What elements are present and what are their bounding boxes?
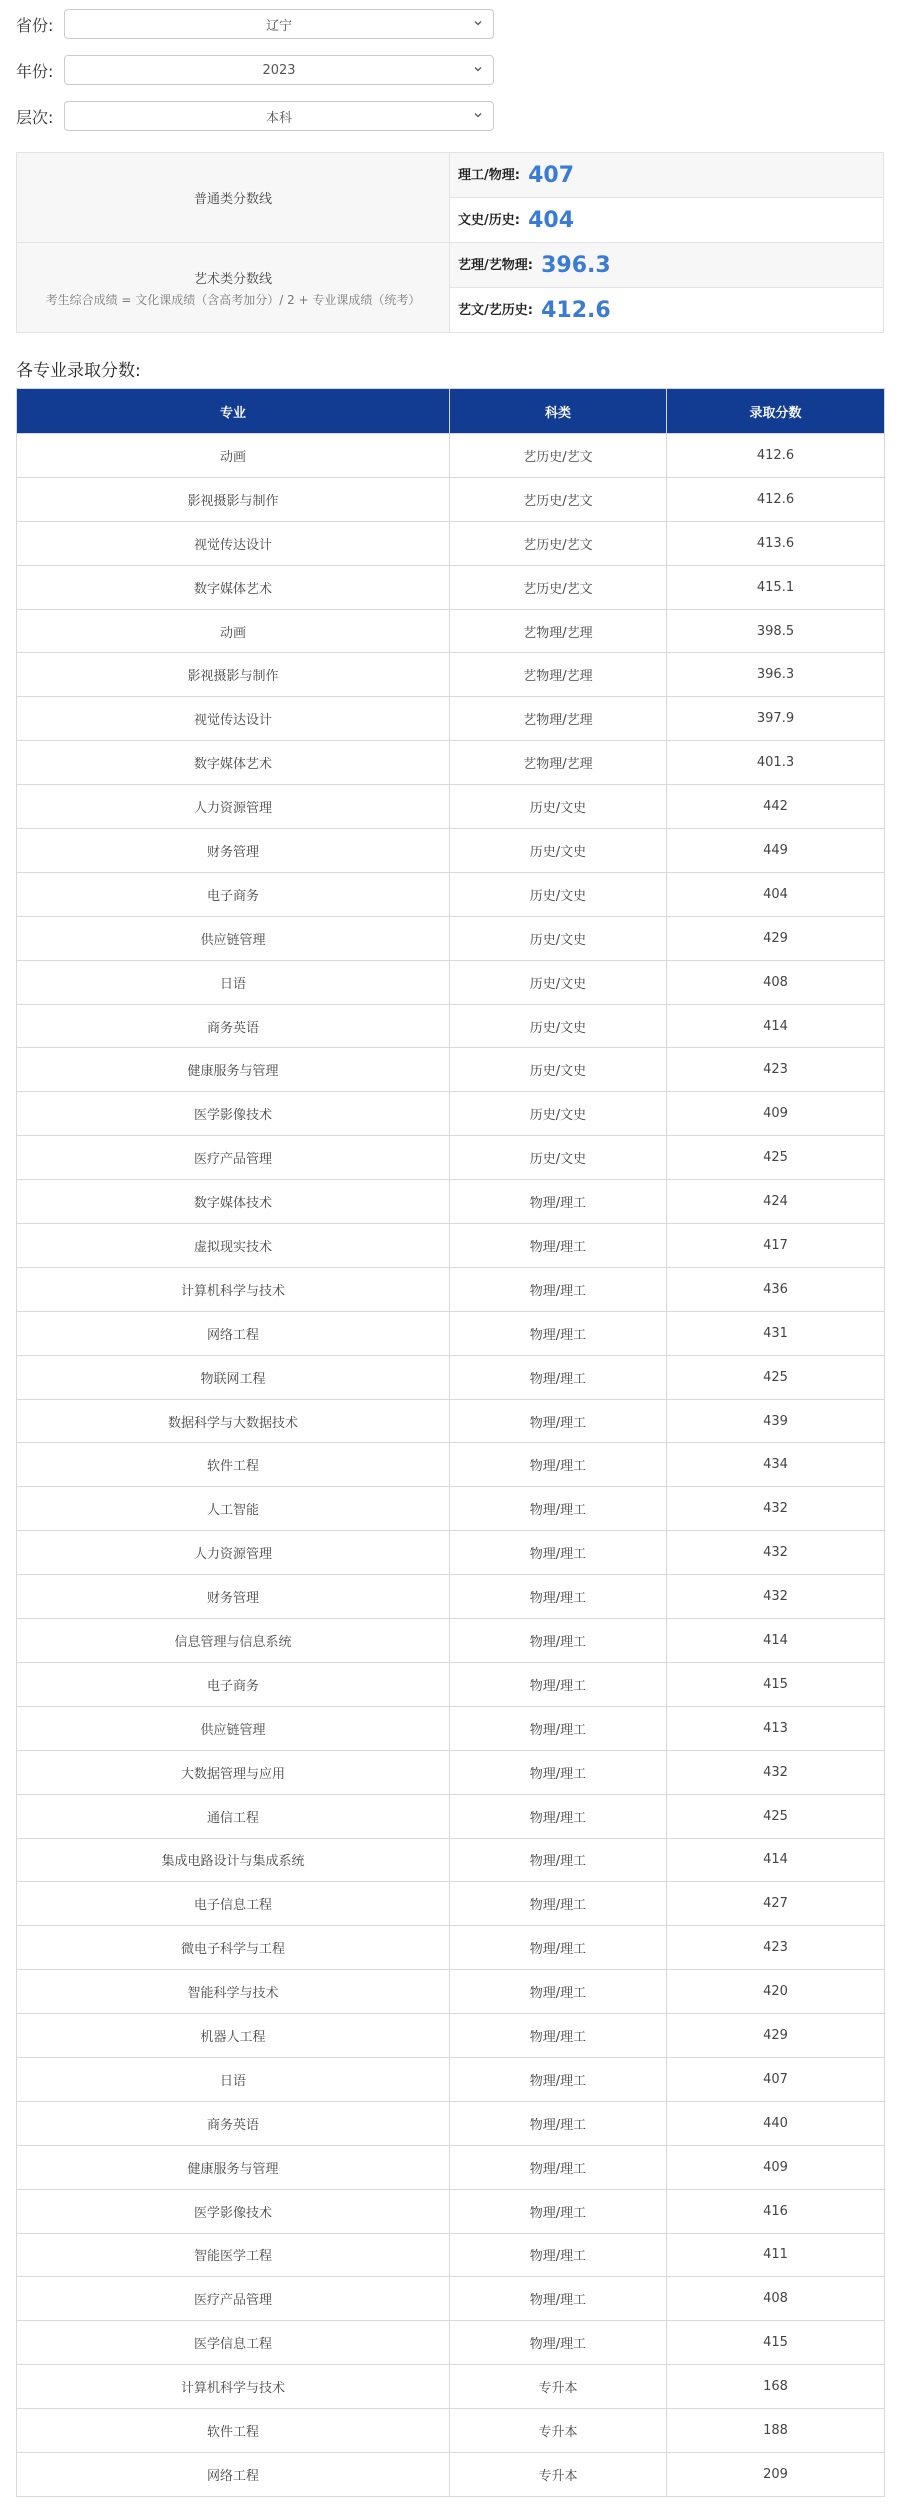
major-score-table	[16, 388, 885, 2497]
table-row	[17, 872, 885, 916]
major-cell: 数字媒体艺术	[17, 565, 450, 609]
score-cell: 404	[667, 872, 885, 916]
category-cell: 物理/理工	[450, 1443, 667, 1487]
chevron-down-icon	[473, 64, 483, 74]
art-score-title: 艺术类分数线	[193, 271, 272, 287]
major-cell: 虚拟现实技术	[17, 1224, 450, 1268]
score-cell: 413	[667, 1706, 885, 1750]
score-cell: 416	[667, 2189, 885, 2233]
major-cell: 人力资源管理	[17, 785, 450, 829]
category-cell: 物理/理工	[450, 2233, 667, 2277]
category-cell: 物理/理工	[450, 1794, 667, 1838]
score-cell: 432	[667, 1531, 885, 1575]
major-cell: 数字媒体技术	[17, 1180, 450, 1224]
category-cell: 物理/理工	[450, 1311, 667, 1355]
major-cell: 电子商务	[17, 872, 450, 916]
score-cell: 408	[667, 2277, 885, 2321]
table-row	[17, 2452, 885, 2496]
score-cell: 401.3	[667, 741, 885, 785]
table-row	[17, 2057, 885, 2101]
category-cell: 历史/文史	[450, 1092, 667, 1136]
level-label: 层次:	[16, 107, 54, 127]
category-cell: 历史/文史	[450, 1048, 667, 1092]
category-cell: 物理/理工	[450, 1399, 667, 1443]
table-row	[17, 1838, 885, 1882]
table-row	[17, 2145, 885, 2189]
year-select[interactable]	[64, 55, 494, 85]
category-cell: 艺物理/艺理	[450, 653, 667, 697]
major-cell: 微电子科学与工程	[17, 1926, 450, 1970]
major-cell: 信息管理与信息系统	[17, 1619, 450, 1663]
level-select[interactable]	[64, 101, 494, 131]
score-cell: 425	[667, 1794, 885, 1838]
score-cell: 432	[667, 1750, 885, 1794]
category-cell: 历史/文史	[450, 1136, 667, 1180]
table-row	[17, 829, 885, 873]
year-select-value: 2023	[262, 62, 296, 78]
score-cell: 412.6	[667, 434, 885, 478]
score-cell: 425	[667, 1355, 885, 1399]
major-cell: 软件工程	[17, 1443, 450, 1487]
category-cell: 专升本	[450, 2409, 667, 2453]
major-cell: 机器人工程	[17, 2014, 450, 2058]
major-cell: 数据科学与大数据技术	[17, 1399, 450, 1443]
table-row	[17, 1882, 885, 1926]
general-score-title: 普通类分数线	[193, 192, 272, 207]
category-cell: 历史/文史	[450, 916, 667, 960]
category-cell: 物理/理工	[450, 2189, 667, 2233]
score-cell: 429	[667, 2014, 885, 2058]
category-cell: 物理/理工	[450, 2145, 667, 2189]
table-row	[17, 2014, 885, 2058]
score-cell: 436	[667, 1267, 885, 1311]
score-cell: 415	[667, 2321, 885, 2365]
score-cell: 413.6	[667, 521, 885, 565]
table-row	[17, 1267, 885, 1311]
major-cell: 智能科学与技术	[17, 1970, 450, 2014]
table-row	[17, 1048, 885, 1092]
table-row	[17, 697, 885, 741]
level-filter	[16, 100, 292, 132]
table-header-row	[17, 389, 885, 434]
score-cell: 414	[667, 1004, 885, 1048]
table-row	[17, 1399, 885, 1443]
category-cell: 物理/理工	[450, 1531, 667, 1575]
major-cell: 动画	[17, 609, 450, 653]
major-cell: 医学影像技术	[17, 1092, 450, 1136]
table-row	[17, 521, 885, 565]
score-cell: 409	[667, 2145, 885, 2189]
science-score-value: 407	[528, 162, 575, 188]
major-cell: 智能医学工程	[17, 2233, 450, 2277]
score-cell: 440	[667, 2101, 885, 2145]
category-cell: 物理/理工	[450, 1487, 667, 1531]
score-cell: 398.5	[667, 609, 885, 653]
table-row	[17, 741, 885, 785]
category-cell: 艺物理/艺理	[450, 609, 667, 653]
section-title: 各专业录取分数:	[16, 361, 141, 381]
score-cell: 432	[667, 1575, 885, 1619]
major-cell: 商务英语	[17, 1004, 450, 1048]
category-cell: 历史/文史	[450, 960, 667, 1004]
major-cell: 电子信息工程	[17, 1882, 450, 1926]
major-cell: 大数据管理与应用	[17, 1750, 450, 1794]
header-major: 专业	[17, 389, 450, 434]
table-row	[17, 2321, 885, 2365]
major-cell: 健康服务与管理	[17, 2145, 450, 2189]
table-row	[17, 2409, 885, 2453]
score-cell: 432	[667, 1487, 885, 1531]
score-line-table	[16, 152, 884, 333]
score-cell: 397.9	[667, 697, 885, 741]
art-history-score-label: 艺文/艺历史:	[458, 302, 533, 318]
art-score-note: 考生综合成绩 = 文化课成绩（含高考加分）/ 2 + 专业课成绩（统考）	[45, 292, 421, 307]
art-score-title-cell	[17, 243, 450, 333]
score-cell: 168	[667, 2365, 885, 2409]
table-row	[17, 1443, 885, 1487]
major-cell: 医学影像技术	[17, 2189, 450, 2233]
table-row	[17, 1136, 885, 1180]
table-row	[17, 916, 885, 960]
table-row	[17, 1531, 885, 1575]
category-cell: 历史/文史	[450, 829, 667, 873]
table-row	[17, 1224, 885, 1268]
category-cell: 艺历史/艺文	[450, 521, 667, 565]
major-cell: 人工智能	[17, 1487, 450, 1531]
category-cell: 历史/文史	[450, 785, 667, 829]
major-cell: 集成电路设计与集成系统	[17, 1838, 450, 1882]
score-cell: 396.3	[667, 653, 885, 697]
score-cell: 420	[667, 1970, 885, 2014]
score-cell: 439	[667, 1399, 885, 1443]
category-cell: 物理/理工	[450, 2277, 667, 2321]
score-cell: 188	[667, 2409, 885, 2453]
table-row	[17, 477, 885, 521]
category-cell: 物理/理工	[450, 2101, 667, 2145]
major-cell: 健康服务与管理	[17, 1048, 450, 1092]
header-category: 科类	[450, 389, 667, 434]
category-cell: 物理/理工	[450, 1926, 667, 1970]
category-cell: 物理/理工	[450, 1224, 667, 1268]
major-cell: 电子商务	[17, 1662, 450, 1706]
score-cell: 209	[667, 2452, 885, 2496]
category-cell: 物理/理工	[450, 1355, 667, 1399]
score-cell: 417	[667, 1224, 885, 1268]
score-cell: 427	[667, 1882, 885, 1926]
score-cell: 408	[667, 960, 885, 1004]
province-filter	[16, 8, 292, 40]
score-cell: 449	[667, 829, 885, 873]
score-cell: 424	[667, 1180, 885, 1224]
table-body	[17, 434, 885, 2497]
table-row	[17, 434, 885, 478]
score-cell: 431	[667, 1311, 885, 1355]
header-score: 录取分数	[667, 389, 885, 434]
table-row	[17, 1092, 885, 1136]
score-cell: 414	[667, 1838, 885, 1882]
table-row	[17, 1487, 885, 1531]
table-row	[17, 1180, 885, 1224]
category-cell: 专升本	[450, 2452, 667, 2496]
level-select-value: 本科	[265, 110, 292, 126]
category-cell: 物理/理工	[450, 1838, 667, 1882]
major-cell: 动画	[17, 434, 450, 478]
art-history-score-cell	[450, 288, 884, 333]
category-cell: 物理/理工	[450, 2321, 667, 2365]
major-cell: 网络工程	[17, 2452, 450, 2496]
art-physics-score-label: 艺理/艺物理:	[458, 257, 533, 273]
table-row	[17, 609, 885, 653]
major-cell: 医学信息工程	[17, 2321, 450, 2365]
major-cell: 财务管理	[17, 829, 450, 873]
category-cell: 物理/理工	[450, 2014, 667, 2058]
category-cell: 物理/理工	[450, 1882, 667, 1926]
table-row	[17, 1706, 885, 1750]
table-row	[17, 1970, 885, 2014]
category-cell: 艺历史/艺文	[450, 565, 667, 609]
art-physics-score-cell	[450, 243, 884, 288]
category-cell: 物理/理工	[450, 1575, 667, 1619]
score-cell: 442	[667, 785, 885, 829]
major-cell: 供应链管理	[17, 1706, 450, 1750]
table-row	[17, 653, 885, 697]
category-cell: 物理/理工	[450, 1706, 667, 1750]
major-cell: 软件工程	[17, 2409, 450, 2453]
category-cell: 物理/理工	[450, 1750, 667, 1794]
table-row	[17, 2233, 885, 2277]
table-row	[17, 1619, 885, 1663]
score-cell: 423	[667, 1048, 885, 1092]
table-row	[17, 1575, 885, 1619]
score-cell: 407	[667, 2057, 885, 2101]
table-row	[17, 1311, 885, 1355]
major-cell: 物联网工程	[17, 1355, 450, 1399]
major-cell: 视觉传达设计	[17, 521, 450, 565]
table-row	[17, 565, 885, 609]
major-cell: 商务英语	[17, 2101, 450, 2145]
table-row	[17, 2189, 885, 2233]
category-cell: 艺物理/艺理	[450, 697, 667, 741]
province-select-value: 辽宁	[265, 18, 292, 34]
province-label: 省份:	[16, 15, 54, 35]
table-row	[17, 2365, 885, 2409]
category-cell: 艺历史/艺文	[450, 434, 667, 478]
major-cell: 影视摄影与制作	[17, 477, 450, 521]
category-cell: 历史/文史	[450, 1004, 667, 1048]
category-cell: 物理/理工	[450, 2057, 667, 2101]
major-cell: 供应链管理	[17, 916, 450, 960]
category-cell: 艺历史/艺文	[450, 477, 667, 521]
category-cell: 历史/文史	[450, 872, 667, 916]
category-cell: 物理/理工	[450, 1267, 667, 1311]
category-cell: 物理/理工	[450, 1970, 667, 2014]
category-cell: 物理/理工	[450, 1662, 667, 1706]
table-row	[17, 1926, 885, 1970]
category-cell: 专升本	[450, 2365, 667, 2409]
chevron-down-icon	[473, 18, 483, 28]
science-score-cell	[450, 153, 884, 198]
major-cell: 影视摄影与制作	[17, 653, 450, 697]
score-cell: 415.1	[667, 565, 885, 609]
score-cell: 409	[667, 1092, 885, 1136]
art-history-score-value: 412.6	[541, 297, 611, 323]
score-cell: 429	[667, 916, 885, 960]
major-cell: 医疗产品管理	[17, 2277, 450, 2321]
major-cell: 网络工程	[17, 1311, 450, 1355]
major-cell: 医疗产品管理	[17, 1136, 450, 1180]
score-cell: 425	[667, 1136, 885, 1180]
liberal-score-label: 文史/历史:	[458, 212, 520, 228]
major-cell: 计算机科学与技术	[17, 2365, 450, 2409]
year-label: 年份:	[16, 61, 54, 81]
table-row	[17, 2277, 885, 2321]
table-row	[17, 1750, 885, 1794]
table-row	[17, 785, 885, 829]
score-cell: 411	[667, 2233, 885, 2277]
science-score-label: 理工/物理:	[458, 167, 520, 183]
liberal-score-value: 404	[528, 207, 575, 233]
major-cell: 日语	[17, 2057, 450, 2101]
general-score-title-cell	[17, 153, 450, 243]
major-cell: 数字媒体艺术	[17, 741, 450, 785]
category-cell: 物理/理工	[450, 1619, 667, 1663]
score-cell: 412.6	[667, 477, 885, 521]
score-cell: 423	[667, 1926, 885, 1970]
table-row	[17, 1794, 885, 1838]
table-row	[17, 1355, 885, 1399]
major-cell: 计算机科学与技术	[17, 1267, 450, 1311]
year-filter	[16, 54, 296, 86]
major-cell: 人力资源管理	[17, 1531, 450, 1575]
liberal-score-cell	[450, 198, 884, 243]
score-cell: 415	[667, 1662, 885, 1706]
table-row	[17, 1662, 885, 1706]
chevron-down-icon	[473, 110, 483, 120]
table-row	[17, 2101, 885, 2145]
category-cell: 物理/理工	[450, 1180, 667, 1224]
major-cell: 财务管理	[17, 1575, 450, 1619]
score-cell: 434	[667, 1443, 885, 1487]
art-physics-score-value: 396.3	[541, 252, 611, 278]
major-cell: 通信工程	[17, 1794, 450, 1838]
major-cell: 视觉传达设计	[17, 697, 450, 741]
province-select[interactable]	[64, 9, 494, 39]
table-row	[17, 1004, 885, 1048]
category-cell: 艺物理/艺理	[450, 741, 667, 785]
score-cell: 414	[667, 1619, 885, 1663]
table-row	[17, 960, 885, 1004]
major-cell: 日语	[17, 960, 450, 1004]
